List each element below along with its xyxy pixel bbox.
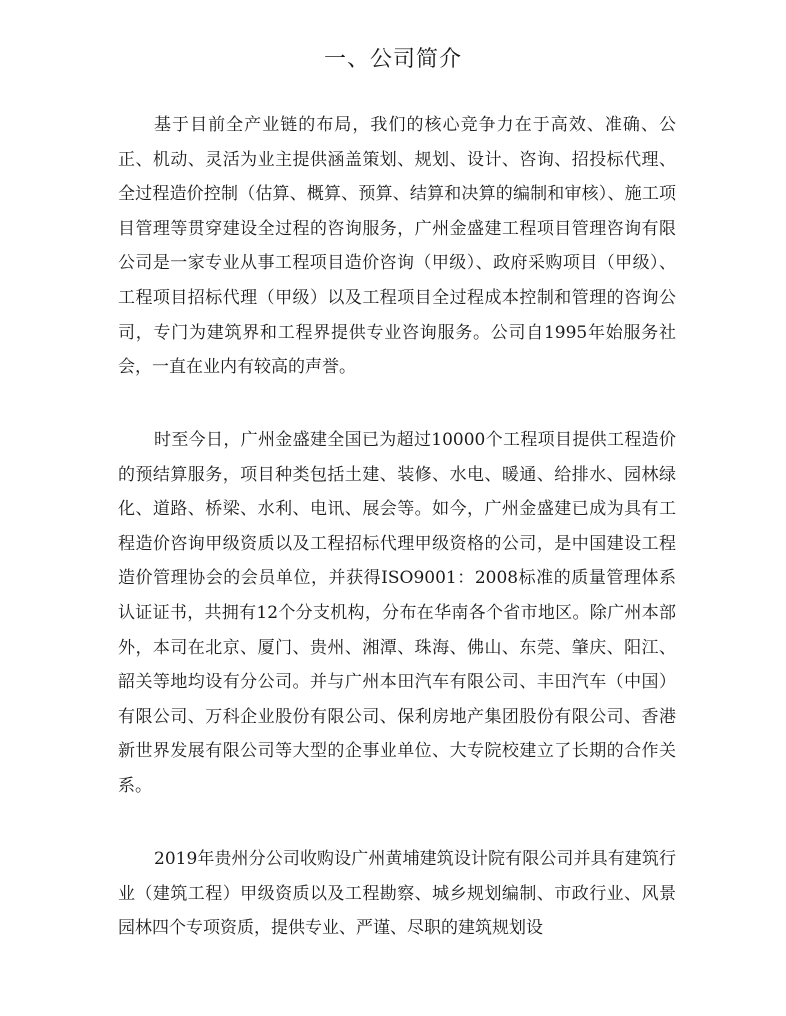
paragraph-company-history: 时至今日，广州金盛建全国已为超过10000个工程项目提供工程造价的预结算服务，项目种类包括土建、装修、水电、暖通、给排水、园林绿化、道路、桥梁、水利、电讯、展会等。如今，广州金盛建已成为具有工程造价咨询甲级资质以及工程招标代理甲级资格的公司，是中国建设工程造价管理协会的会员单位，并获得ISO9001：2008标准的质量管理体系认证证书，共拥有12个分支机构，分布在华南各个省市地区。除广州本部外，本司在北京、厦门、贵州、湘潭、珠海、佛山、东莞、肇庆、阳江、韶关等地均设有分公司。并与广州本田汽车有限公司、丰田汽车（中国）有限公司、万科企业股份有限公司、保利房地产集团股份有限公司、香港新世界发展有限公司等大型的企事业单位、大专院校建立了长期的合作关系。 (118, 430, 676, 796)
paragraph-guizhou-branch: 2019年贵州分公司收购设广州黄埔建筑设计院有限公司并具有建筑行业（建筑工程）甲级资质以及工程勘察、城乡规划编制、市政行业、风景园林四个专项资质，提供专业、严谨、尽职的建筑规划设 (118, 849, 676, 939)
paragraph-company-overview: 基于目前全产业链的布局，我们的核心竞争力在于高效、准确、公正、机动、灵活为业主提供涵盖策划、规划、设计、咨询、招投标代理、全过程造价控制（估算、概算、预算、结算和决算的编制和审核）、施工项目管理等贯穿建设全过程的咨询服务，广州金盛建工程项目管理咨询有限公司是一家专业从事工程项目造价咨询（甲级）、政府采购项目（甲级）、工程项目招标代理（甲级）以及工程项目全过程成本控制和管理的咨询公司，专门为建筑界和工程界提供专业咨询服务。公司自1995年始服务社会，一直在业内有较高的声誉。 (118, 115, 676, 378)
section-title: 一、公司简介 (323, 47, 462, 72)
